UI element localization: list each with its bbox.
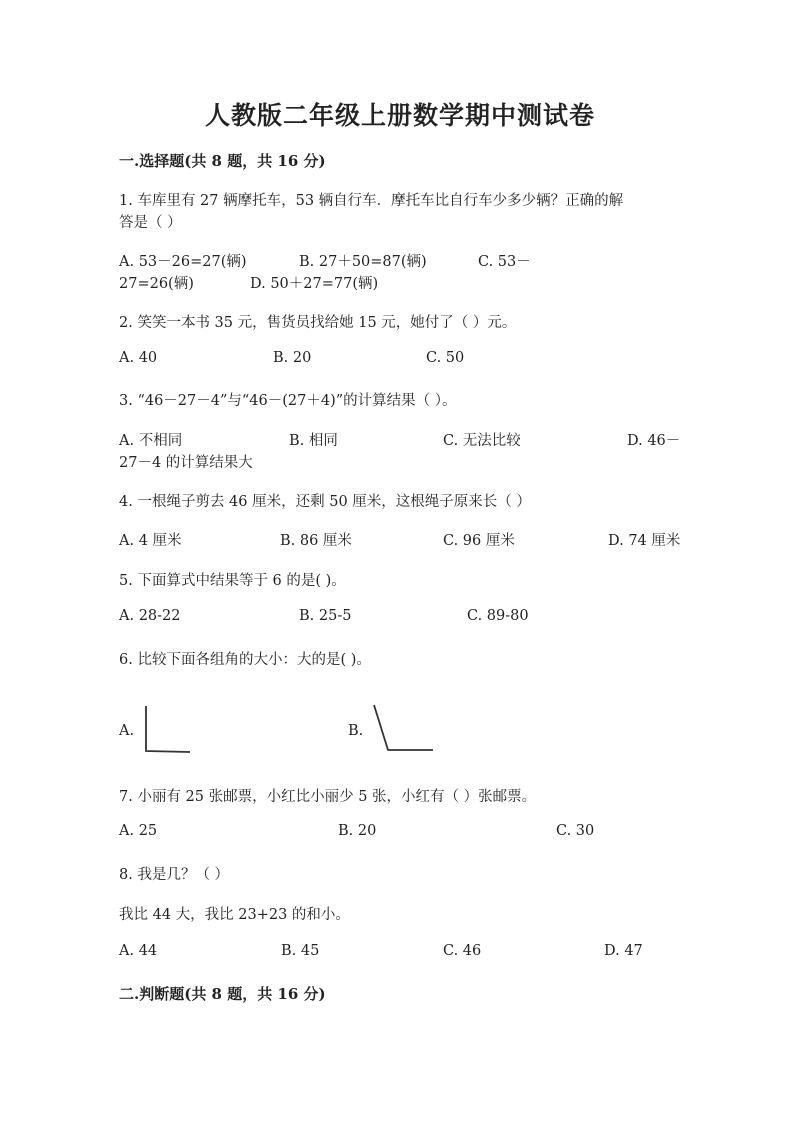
question-4-option-b: B. 86 厘米 (280, 533, 352, 549)
question-3-option-d: D. 46－ (627, 433, 681, 449)
question-4-stem: 4. 一根绳子剪去 46 厘米，还剩 50 厘米，这根绳子原来长（ ） (119, 494, 531, 510)
question-6-option-b: B. (348, 723, 364, 739)
question-1-option-c-cont: 27=26(辆) (119, 276, 194, 292)
question-5-option-c: C. 89-80 (467, 608, 529, 624)
question-1-stem-line1: 1. 车库里有 27 辆摩托车，53 辆自行车．摩托车比自行车少多少辆？正确的解 (119, 193, 624, 209)
question-3-stem: 3. “46－27－4”与“46－(27＋4)”的计算结果（ ）。 (119, 393, 457, 409)
question-1-option-c: C. 53－ (478, 254, 531, 270)
question-7-option-b: B. 20 (338, 823, 377, 839)
question-5-stem: 5. 下面算式中结果等于 6 的是( )。 (119, 573, 346, 589)
question-8-option-c: C. 46 (443, 943, 482, 959)
question-5-option-a: A. 28-22 (119, 608, 181, 624)
question-4-option-d: D. 74 厘米 (608, 533, 681, 549)
question-7-stem: 7. 小丽有 25 张邮票，小红比小丽少 5 张，小红有（ ）张邮票。 (119, 789, 537, 805)
question-5-option-b: B. 25-5 (299, 608, 352, 624)
page-title: 人教版二年级上册数学期中测试卷 (204, 101, 595, 130)
question-6-stem: 6. 比较下面各组角的大小：大的是( )。 (119, 652, 371, 668)
question-2-option-a: A. 40 (119, 350, 158, 366)
question-8-option-a: A. 44 (119, 943, 158, 959)
section-heading-choice: 一.选择题(共 8 题，共 16 分) (119, 152, 326, 170)
question-1-option-a: A. 53－26=27(辆) (119, 254, 247, 270)
question-7-option-a: A. 25 (119, 823, 158, 839)
question-3-option-d-cont: 27－4 的计算结果大 (119, 455, 253, 471)
question-2-option-c: C. 50 (426, 350, 465, 366)
question-3-option-a: A. 不相同 (119, 433, 183, 449)
question-4-option-c: C. 96 厘米 (443, 533, 515, 549)
question-3-option-b: B. 相同 (289, 433, 338, 449)
question-8-option-d: D. 47 (604, 943, 643, 959)
question-8-stem: 8. 我是几？（ ） (119, 867, 230, 883)
question-2-stem: 2. 笑笑一本书 35 元，售货员找给她 15 元，她付了（ ）元。 (119, 315, 517, 331)
obtuse-angle-figure (368, 702, 438, 758)
question-1-stem-line2: 答是（ ） (119, 215, 182, 231)
question-4-option-a: A. 4 厘米 (119, 533, 182, 549)
question-2-option-b: B. 20 (273, 350, 312, 366)
question-1-option-d: D. 50＋27=77(辆) (250, 276, 379, 292)
question-6-option-a: A. (119, 723, 135, 739)
right-angle-figure (140, 702, 196, 758)
question-8-option-b: B. 45 (281, 943, 320, 959)
question-3-option-c: C. 无法比较 (443, 433, 521, 449)
section-heading-judgment: 二.判断题(共 8 题，共 16 分) (119, 985, 326, 1003)
question-1-option-b: B. 27＋50=87(辆) (299, 254, 427, 270)
question-7-option-c: C. 30 (556, 823, 595, 839)
question-8-subtext: 我比 44 大，我比 23+23 的和小。 (119, 907, 350, 923)
